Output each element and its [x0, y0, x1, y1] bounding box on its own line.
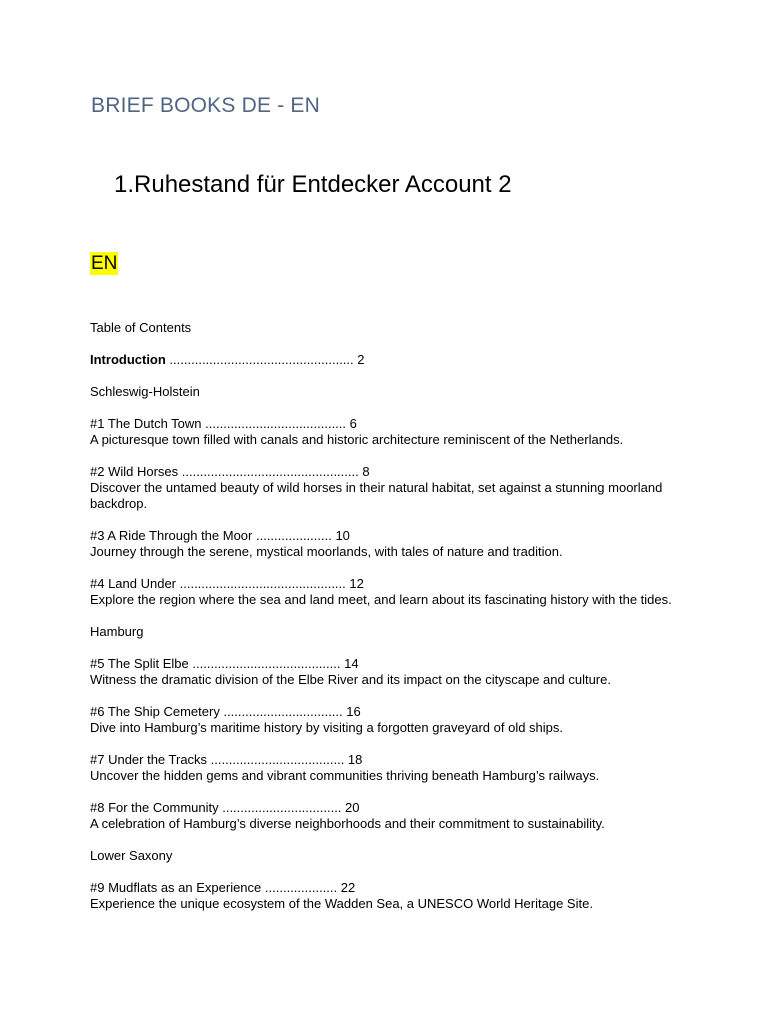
toc-entry-leader: .................... — [261, 880, 338, 895]
toc-entry-page: 14 — [340, 656, 359, 671]
toc-entry-title: #8 For the Community — [90, 800, 219, 815]
toc-entry-title: #1 The Dutch Town — [90, 416, 202, 431]
toc-introduction — [90, 352, 690, 368]
toc-entry-description: A celebration of Hamburg’s diverse neighborhoods and their commitment to sustainability. — [90, 816, 605, 831]
toc-entry — [90, 528, 690, 560]
toc-entry-page: 6 — [346, 416, 357, 431]
toc-entry — [90, 704, 690, 736]
toc-entry-leader: ................................. — [218, 800, 342, 815]
toc-entry-page: 16 — [342, 704, 361, 719]
language-tag: EN — [91, 253, 118, 274]
toc-entry-description: Explore the region where the sea and land meet, and learn about its fascinating history with the tides. — [90, 592, 672, 607]
toc-entry-description: Dive into Hamburg’s maritime history by visiting a forgotten graveyard of old ships. — [90, 720, 564, 735]
toc-entry-leader: ....................................... — [201, 416, 347, 431]
toc-entry-title: #4 Land Under — [90, 576, 177, 591]
toc-entry-leader: ................................................. — [178, 464, 359, 479]
toc-entry — [90, 880, 690, 912]
toc-entry-page: 20 — [341, 800, 360, 815]
toc-entry-title: #9 Mudflats as an Experience — [90, 880, 262, 895]
toc-region: Schleswig-Holstein — [90, 384, 200, 399]
toc-entry-description: A picturesque town filled with canals and historic architecture reminiscent of the Netherlands. — [90, 432, 624, 447]
toc-entry-description: Experience the unique ecosystem of the Wadden Sea, a UNESCO World Heritage Site. — [90, 896, 593, 911]
heading-text: Ruhestand für Entdecker Account 2 — [134, 171, 512, 198]
section-heading — [114, 171, 512, 199]
toc-entry-leader: ..................................... — [207, 752, 345, 767]
toc-entry-leader: .............................................. — [176, 576, 346, 591]
toc-entry — [90, 800, 690, 832]
table-of-contents — [90, 320, 690, 928]
toc-entry — [90, 656, 690, 688]
toc-entry-description: Witness the dramatic division of the Elbe River and its impact on the cityscape and culture. — [90, 672, 611, 687]
toc-entry-title: #3 A Ride Through the Moor — [90, 528, 253, 543]
toc-entry-page: 18 — [344, 752, 363, 767]
document-title: BRIEF BOOKS DE - EN — [91, 94, 321, 117]
toc-entry-title: #5 The Split Elbe — [90, 656, 189, 671]
toc-entry — [90, 416, 690, 448]
toc-entry-leader: ..................... — [252, 528, 332, 543]
toc-entry-description: Uncover the hidden gems and vibrant communities thriving beneath Hamburg’s railways. — [90, 768, 600, 783]
toc-entry-title: #2 Wild Horses — [90, 464, 179, 479]
toc-entry-description: Discover the untamed beauty of wild horses in their natural habitat, set against a stunning moorland backdrop. — [90, 480, 663, 511]
toc-intro-leader: ................................................... — [165, 352, 354, 367]
toc-entry-description: Journey through the serene, mystical moorlands, with tales of nature and tradition. — [90, 544, 563, 559]
toc-title: Table of Contents — [90, 320, 192, 335]
toc-entry-title: #6 The Ship Cemetery — [90, 704, 220, 719]
toc-entry — [90, 464, 690, 512]
toc-entry-title: #7 Under the Tracks — [90, 752, 208, 767]
toc-entry-leader: ................................. — [219, 704, 343, 719]
toc-intro-label: Introduction — [90, 352, 166, 367]
toc-intro-page: 2 — [353, 352, 365, 367]
toc-entry-page: 10 — [331, 528, 350, 543]
toc-entry-page: 12 — [345, 576, 364, 591]
toc-entry-page: 22 — [337, 880, 356, 895]
toc-entry — [90, 576, 690, 608]
toc-region: Hamburg — [90, 624, 144, 639]
toc-entry — [90, 752, 690, 784]
heading-number: 1. — [114, 171, 135, 198]
toc-entry-leader: ......................................... — [188, 656, 341, 671]
toc-entry-page: 8 — [358, 464, 370, 479]
toc-region: Lower Saxony — [90, 848, 173, 863]
